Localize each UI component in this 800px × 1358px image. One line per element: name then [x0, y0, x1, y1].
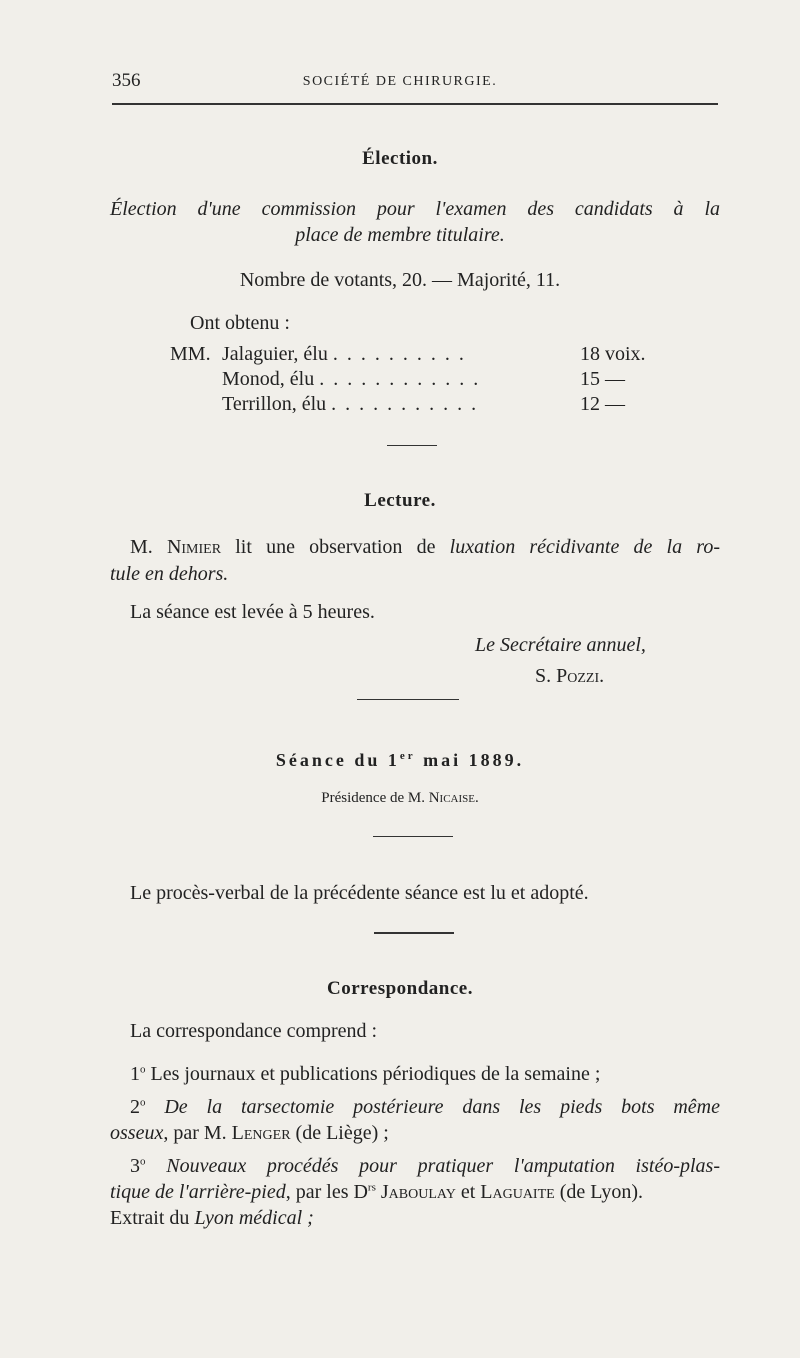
lecture-heading: Lecture.: [364, 490, 436, 511]
running-title: SOCIÉTÉ DE CHIRURGIE.: [302, 74, 498, 89]
item3-sup2: rs: [367, 1181, 376, 1194]
lecture-line1-text: [130, 536, 720, 559]
votes-line: Nombre de votants, 20. — Majorité, 11.: [239, 269, 561, 291]
result-row: [222, 393, 478, 416]
correspondance-heading: Correspondance.: [327, 978, 473, 999]
page-number: 356: [112, 70, 141, 91]
result-dots: . . . . . . . . . . .: [331, 393, 479, 415]
section-divider: [373, 836, 453, 837]
election-intro-text1: Élection d'une commission pour l'examen des candidats à la: [110, 198, 720, 220]
lecture-title1: luxation récidivante de la ro-: [449, 536, 720, 558]
election-heading: Élection.: [362, 148, 438, 169]
item2-line2: [110, 1122, 389, 1145]
election-intro-line1: [110, 198, 720, 221]
item3-title2: tique de l'arrière-pied: [110, 1181, 286, 1203]
result-name: Monod, élu: [222, 368, 315, 390]
section-divider: [357, 699, 459, 700]
seance-title: [0, 750, 800, 771]
result-dots: . . . . . . . . . .: [332, 343, 466, 365]
election-intro-line2: place de membre titulaire.: [295, 224, 505, 246]
item2-place: (de Liège) ;: [290, 1122, 389, 1144]
presidence-name: Nicaise.: [428, 790, 479, 806]
correspondance-intro: La correspondance comprend :: [130, 1020, 378, 1042]
section-divider: [387, 445, 437, 446]
item3-author2: Laguaite: [480, 1181, 555, 1203]
item3-line2: [110, 1181, 643, 1204]
correspondance-item-2: [130, 1096, 720, 1119]
result-row: [222, 368, 480, 391]
item3-line1: [130, 1155, 720, 1178]
lecture-text1: lit une observation de: [221, 536, 450, 558]
item3-title1: Nouveaux procédés pour pratiquer l'amputation istéo-plas-: [145, 1155, 720, 1177]
mm-label: MM.: [170, 343, 211, 365]
item2-sup: o: [140, 1096, 146, 1109]
item3-by: , par les D: [285, 1181, 368, 1203]
correspondance-item-1: [130, 1063, 600, 1086]
result-name: Terrillon, élu: [222, 393, 327, 415]
item3-line3: [110, 1207, 314, 1230]
item1-text: Les journaux et publications périodiques de la semaine ;: [145, 1063, 601, 1085]
presidence-text: Présidence de M.: [321, 790, 429, 806]
header-rule: [112, 103, 718, 105]
item3-num: 3: [130, 1155, 140, 1177]
secretary-signature: S. Pozzi.: [535, 665, 605, 687]
result-name: Jalaguier, élu: [222, 343, 328, 365]
seance-title-b: mai 1889.: [415, 750, 525, 770]
item1-sup: o: [140, 1063, 146, 1076]
lecture-title2: tule en dehors.: [110, 563, 229, 585]
item2-title2: osseux: [110, 1122, 164, 1144]
item3-sup: o: [140, 1155, 146, 1168]
item3-et: et: [455, 1181, 481, 1203]
item2-title1: De la tarsectomie postérieure dans les pieds bots même: [145, 1096, 720, 1118]
item3-journal: Lyon médical ;: [194, 1207, 314, 1229]
result-dots: . . . . . . . . . . . .: [319, 368, 481, 390]
section-divider: [374, 932, 454, 934]
result-row: [222, 343, 466, 366]
obtained-line: Ont obtenu :: [190, 312, 290, 334]
item2-author: Lenger: [231, 1122, 291, 1144]
lecture-line1: [130, 536, 720, 559]
author-nimier: M. Nimier: [130, 536, 222, 558]
seance-title-a: Séance du 1: [275, 750, 400, 770]
item3-extract: Extrait du: [110, 1207, 195, 1229]
item1-num: 1: [130, 1063, 140, 1085]
secretary-title: Le Secrétaire annuel,: [475, 634, 646, 656]
item2-num: 2: [130, 1096, 140, 1118]
presidence-line: [0, 790, 800, 807]
result-votes: 18 voix.: [580, 343, 646, 365]
item2-by: , par M.: [163, 1122, 232, 1144]
result-votes: 15 —: [580, 368, 625, 390]
correspondance-item-3: [130, 1155, 720, 1178]
closing-line: La séance est levée à 5 heures.: [130, 601, 375, 623]
seance-title-sup: er: [399, 750, 416, 762]
result-votes: 12 —: [580, 393, 625, 415]
proces-verbal-line: Le procès-verbal de la précédente séance est lu et adopté.: [130, 882, 589, 904]
item3-author1: Jaboulay: [375, 1181, 456, 1203]
item2-line1: [130, 1096, 720, 1119]
item3-place: (de Lyon).: [554, 1181, 644, 1203]
